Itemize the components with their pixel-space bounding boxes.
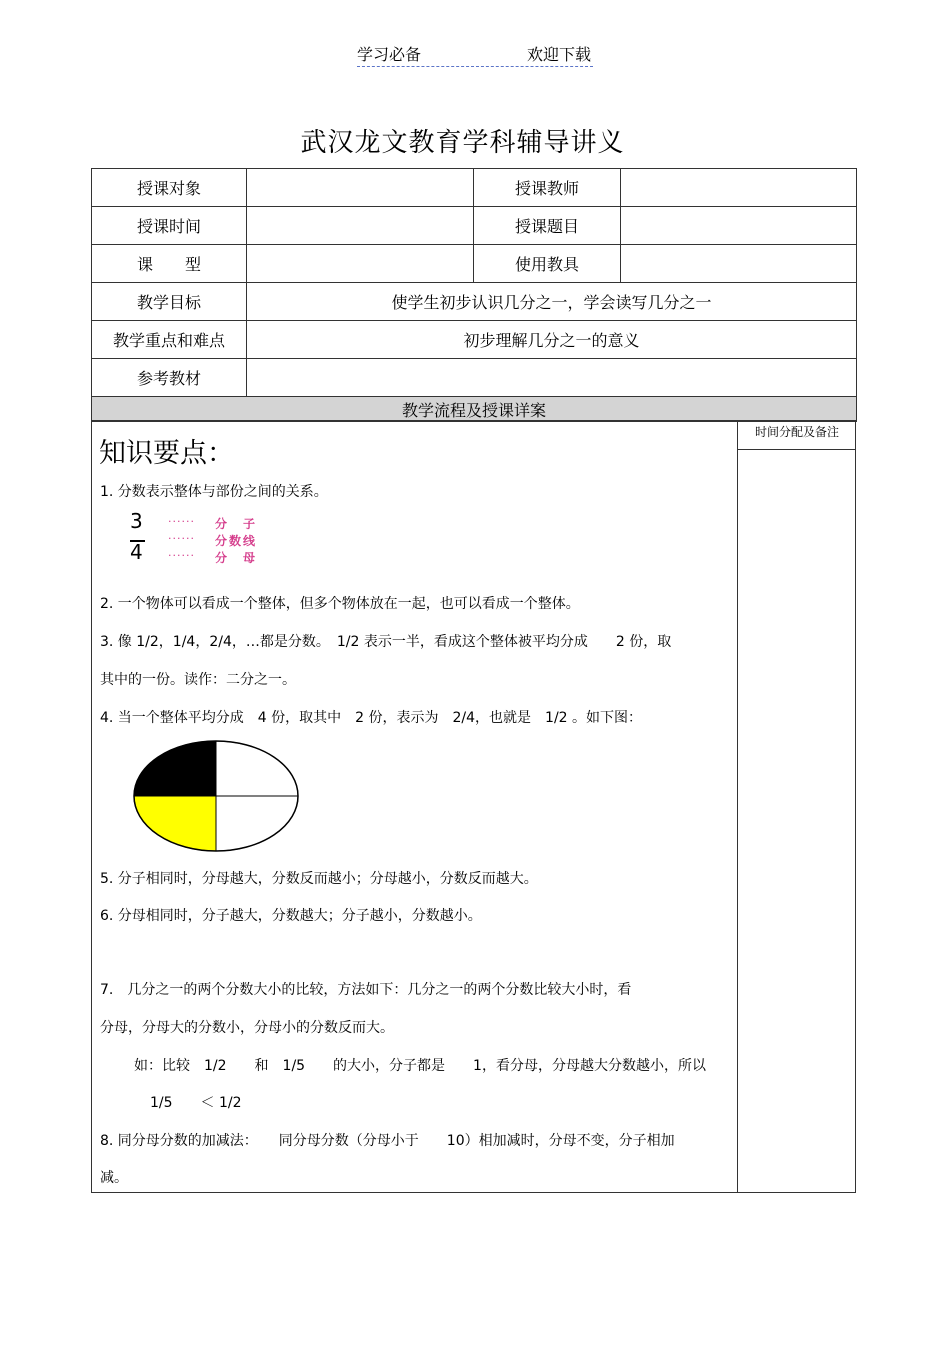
label-student: 授课对象	[92, 169, 247, 207]
label-type: 课 型	[92, 245, 247, 283]
point-8b: 减。	[100, 1170, 128, 1186]
pie-quarter-bottom-right	[216, 796, 298, 851]
value-tools	[621, 245, 857, 283]
page-header	[357, 42, 593, 67]
dots-1: ······	[168, 515, 195, 528]
pie-diagram	[132, 739, 300, 853]
label-ref: 参考教材	[92, 359, 247, 397]
value-goal: 使学生初步认识几分之一，学会读写几分之一	[247, 283, 857, 321]
point-7d: 1/5 ＜ 1/2	[150, 1095, 242, 1111]
pie-quarter-top-left	[134, 741, 216, 796]
point-5: 5. 分子相同时，分母越大，分数反而越小；分母越小，分数反而越大。	[100, 871, 538, 887]
label-denominator: 分 母	[215, 551, 258, 565]
value-student	[247, 169, 474, 207]
point-1: 1. 分数表示整体与部份之间的关系。	[100, 484, 328, 500]
fraction-diagram	[130, 509, 280, 571]
header-right: 欢迎下载	[526, 45, 591, 64]
fraction-numerator: 3	[130, 509, 143, 533]
column-divider	[737, 421, 738, 1192]
pie-quarter-top-right	[216, 741, 298, 796]
flow-header: 教学流程及授课详案	[92, 397, 857, 422]
content-box	[91, 420, 856, 1193]
point-3a: 3. 像 1/2，1/4，2/4，…都是分数。 1/2 表示一半，看成这个整体被平均分成 2 份，取	[100, 634, 672, 650]
label-teacher: 授课教师	[474, 169, 621, 207]
label-goal: 教学目标	[92, 283, 247, 321]
label-tools: 使用教具	[474, 245, 621, 283]
label-numerator: 分 子	[215, 517, 258, 531]
page-title: 武汉龙文教育学科辅导讲义	[300, 128, 625, 158]
value-time	[247, 207, 474, 245]
point-3b: 其中的一份。读作：二分之一。	[100, 672, 296, 688]
dots-2: ······	[168, 532, 195, 545]
fraction-denominator: 4	[130, 540, 143, 564]
point-4: 4. 当一个整体平均分成 4 份，取其中 2 份，表示为 2/4，也就是 1/2 。如下图：	[100, 710, 643, 726]
point-7c: 如：比较 1/2 和 1/5 的大小，分子都是 1，看分母，分母越大分数越小，所以	[134, 1058, 706, 1074]
label-topic: 授课题目	[474, 207, 621, 245]
knowledge-heading: 知识要点：	[99, 438, 234, 469]
label-time: 授课时间	[92, 207, 247, 245]
info-table	[91, 168, 857, 422]
label-fraction-line: 分数线	[215, 534, 258, 548]
point-2: 2. 一个物体可以看成一个整体，但多个物体放在一起，也可以看成一个整体。	[100, 596, 580, 612]
point-7b: 分母，分母大的分数小，分母小的分数反而大。	[100, 1020, 394, 1036]
value-ref	[247, 359, 857, 397]
point-6: 6. 分母相同时，分子越大，分数越大；分子越小，分数越小。	[100, 908, 482, 924]
value-topic	[621, 207, 857, 245]
point-8a: 8. 同分母分数的加减法： 同分母分数（分母小于 10）相加减时，分母不变，分子相加	[100, 1133, 675, 1149]
pie-quarter-bottom-left	[134, 796, 216, 851]
header-left: 学习必备	[357, 45, 422, 64]
dots-3: ······	[168, 549, 195, 562]
value-key: 初步理解几分之一的意义	[247, 321, 857, 359]
point-7a: 7. 几分之一的两个分数大小的比较，方法如下：几分之一的两个分数比较大小时，看	[100, 982, 632, 998]
label-key: 教学重点和难点	[92, 321, 247, 359]
value-teacher	[621, 169, 857, 207]
value-type	[247, 245, 474, 283]
notes-header: 时间分配及备注	[738, 421, 856, 450]
